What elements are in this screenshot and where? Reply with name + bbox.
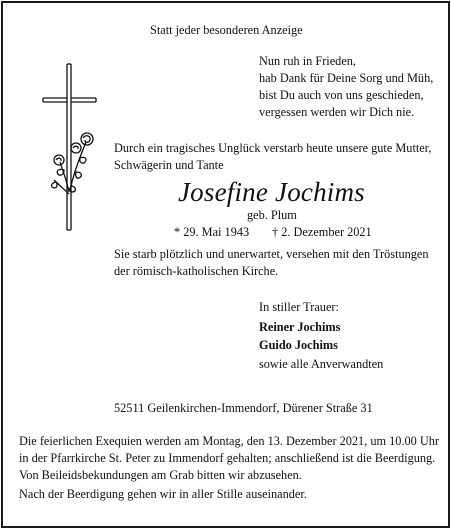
mourning-address: 52511 Geilenkirchen-Immendorf, Dürener Straße 31 <box>114 401 373 415</box>
header-line: Statt jeder besonderen Anzeige <box>150 23 303 37</box>
poem-line-4: vergessen werden wir Dich nie. <box>259 105 415 119</box>
mourner-name: Guido Jochims <box>259 338 338 352</box>
funeral-line-1: Die feierlichen Exequien werden am Montag, den 13. Dezember 2021, um 10.00 Uhr <box>19 434 440 448</box>
funeral-line-3: Von Beileidsbekundungen am Grab bitten wir abzusehen. <box>19 468 302 482</box>
cross-with-roses-icon <box>40 62 110 232</box>
maiden-name: geb. Plum <box>247 208 297 222</box>
passing-line-1: Sie starb plötzlich und unerwartet, versehen mit den Tröstungen <box>114 247 429 261</box>
poem-line-3: bist Du auch von uns geschieden, <box>259 88 424 102</box>
intro-line-1: Durch ein tragisches Unglück verstarb heute unsere gute Mutter, <box>114 141 432 155</box>
poem-line-2: hab Dank für Deine Sorg und Müh, <box>259 71 434 85</box>
relatives-line: sowie alle Anverwandten <box>259 357 384 371</box>
poem-line-1: Nun ruh in Frieden, <box>259 54 356 68</box>
mourners-label: In stiller Trauer: <box>259 300 339 314</box>
funeral-line-2: in der Pfarrkirche St. Peter zu Immendorf gehalten; anschließend ist die Beerdigung. <box>19 451 436 465</box>
intro-line-2: Schwägerin und Tante <box>114 158 224 172</box>
death-date: † 2. Dezember 2021 <box>272 225 372 239</box>
passing-line-2: der römisch-katholischen Kirche. <box>114 264 279 278</box>
deceased-name: Josefine Jochims <box>178 177 365 207</box>
funeral-line-4: Nach der Beerdigung gehen wir in aller Stille auseinander. <box>19 487 307 501</box>
mourner-name: Reiner Jochims <box>259 320 341 334</box>
birth-date: * 29. Mai 1943 <box>174 225 250 239</box>
